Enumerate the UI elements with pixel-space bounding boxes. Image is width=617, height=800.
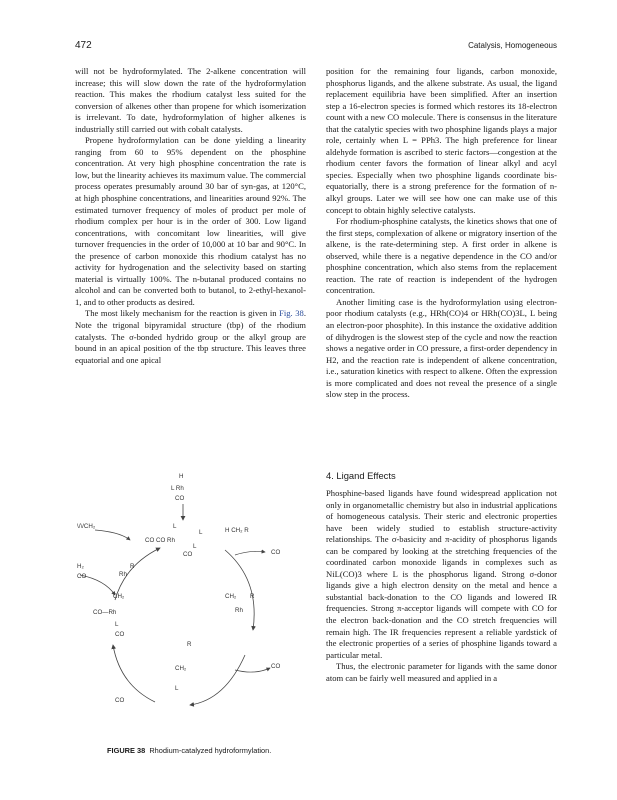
label-co-top: CO <box>175 495 185 502</box>
label-co-rh-left: CO—Rh <box>93 609 117 616</box>
paragraph: position for the remaining four ligands, carbon monoxide, phosphorus ligands, and the alkene substrate. As usual, the ligand replacement equilibria have been simplified. After an insertion step a 16-electron species is formed which restores its 18-electron count with a new CO molecule. There is consensus in the literature that the catalytic species with two phosphine ligands plays a major role, certainly when L = PPh3. The high preference for linear aldehyde formation is ascribed to steric factors—congestion at the rhodium center favors the formation of linear alkyl and acyl species. Especially when two phosphine ligands coordinate bis-equatorially, there is a strong preference for the formation of n-alkyl groups. Later we will see how one can make use of this concept to obtain highly selective catalysts. <box>326 66 557 215</box>
catalytic-cycle-diagram <box>75 473 306 722</box>
reagent-arrow <box>235 551 265 555</box>
label-co-left: CO <box>77 573 87 580</box>
figure-link[interactable]: Fig. 38 <box>279 308 304 319</box>
label-alkene-left: \/\/CH₂ <box>77 523 96 530</box>
label-l-left-a: L <box>193 543 197 550</box>
label-ch2-left: CH₂ <box>113 593 125 600</box>
label-ch2-right: CH₂ <box>225 593 237 600</box>
paragraph: Propene hydroformylation can be done yielding a linearity ranging from 60 to 95% dependent on the phosphine concentration. At very high phosphine concentration the rate is low, but the linearity achieves its maximum value. The commercial process operates presumably around 30 bar of syn-gas, at 120°C, at high phosphine concentrations, and linearities around 92%. The estimated turnover frequency of moles of product per mole of rhodium complex per hour is in the order of 300. Low ligand concentrations, with concomitant low linearities, will give turnover frequencies in the order of 10,000 at 10 bar and 90°C. In the presence of carbon monoxide this rhodium catalyst has no activity for hydrogenation and the selectivity based on starting material is virtually 100%. The n-butanal produced contains no alcohol and can be converted both to butanol, to 2-ethyl-hexanol-1, and to other products as desired. <box>75 135 307 307</box>
label-co-mid: CO <box>115 631 125 638</box>
page-number: 472 <box>75 40 92 51</box>
paragraph: Thus, the electronic parameter for ligands with the same donor atom can be fairly well measured and applied in a <box>326 661 557 683</box>
label-l-side: L <box>173 523 177 530</box>
label-ch2-bottom: CH₂ <box>175 665 187 672</box>
running-title: Catalysis, Homogeneous <box>468 41 557 50</box>
label-l-right-a: L <box>199 529 203 536</box>
label-rh-right: Rh <box>235 607 243 614</box>
paragraph <box>75 308 306 366</box>
right-column <box>326 66 557 401</box>
label-co-under: CO <box>183 551 193 558</box>
section-heading: 4. Ligand Effects <box>326 470 396 481</box>
reagent-arrow <box>95 530 130 540</box>
label-h-top: H <box>179 473 184 480</box>
label-co-bottom-right: CO <box>271 663 281 670</box>
label-h-ch2-r: H CH₂ R <box>225 527 249 534</box>
catalytic-cycle-figure <box>75 473 306 722</box>
label-r-left: R <box>130 563 135 570</box>
paragraph: will not be hydroformylated. The 2-alkene concentration will increase; this will slow down the rate of the hydroformylation reaction. This makes the rhodium catalyst less suited for the conversion of alkenes other than propene for which isomerization is irrelevant. To date, hydroformylation of higher alkenes is industrially still carried out with cobalt catalysts. <box>75 66 306 134</box>
label-l-bottom: L <box>175 685 179 692</box>
label-co-co-rh: CO CO Rh <box>145 537 175 544</box>
figure-caption <box>107 746 271 755</box>
cycle-arrow <box>225 550 254 630</box>
reagent-arrow <box>235 668 270 672</box>
label-co-bottom: CO <box>115 697 125 704</box>
left-column <box>75 66 306 366</box>
paragraph: Another limiting case is the hydroformylation using electron-poor rhodium catalysts (e.g., HRh(CO)4 or HRh(CO)3L, L being an electron-poor phosphite). In this instance the oxidative addition of dihydrogen is the slowest step of the cycle and now the reaction shows a negative order in CO pressure, a first-order dependency in H2, and the reaction rate is independent of alkene concentration, i.e., saturation kinetics with respect to alkene. Often the expression is more complicated and does not reveal the presence of a single slow step in the process. <box>326 296 557 400</box>
paragraph: Phosphine-based ligands have found widespread application not only in organometallic chemistry but also in industrial applications of homogeneous catalysis. Their steric and electronic properties have been widely studied to establish structure-activity relationships. The σ-basicity and π-acidity of phosphorus ligands can be compared by looking at the stretching frequencies of the coordinated carbon monoxide ligands in complexes such as NiL(CO)3 where L is the phosphorus ligand. Strong σ-donor ligands give a high electron density on the metal and hence a substantial back-donation to the CO ligands and lowered IR frequencies. Strong π-acceptor ligands will compete with CO for the electron back-donation and the CO stretch frequencies will remain high. The IR frequencies represent a reliable yardstick of the electronic properties of a series of phosphine ligands toward a particular metal. <box>326 488 557 660</box>
label-l-mid: L <box>115 621 119 628</box>
cycle-arrow <box>113 645 155 702</box>
caption-text: Rhodium-catalyzed hydroformylation. <box>149 746 272 755</box>
label-r-bottom: R <box>187 641 192 648</box>
paragraph-text: The most likely mechanism for the reaction is given in <box>85 308 280 319</box>
label-r-right: R <box>250 593 255 600</box>
label-rh-left: Rh <box>119 571 127 578</box>
cycle-arrow <box>190 655 245 705</box>
label-co-right: CO <box>271 549 281 556</box>
paragraph-text: . Note the trigonal bipyramidal structure (tbp) of the rhodium catalysts. The σ-bonded hydrido group or the alkyl group are bound in an apical position of the tbp structure. This leaves three equatorial and one apical <box>75 308 306 365</box>
section-body <box>326 488 557 684</box>
paragraph: For rhodium-phosphine catalysts, the kinetics shows that one of the first steps, complexation of alkene or migratory insertion of the alkene, is the rate-determining step. A first order in alkene is observed, while there is a negative dependence in the CO and/or phosphine concentration, which also stems from the replacement reaction. The rate of reaction is independent of the hydrogen concentration. <box>326 216 557 296</box>
caption-label: FIGURE 38 <box>107 746 146 755</box>
label-h2-left: H₂ <box>77 563 84 570</box>
label-l-rh-top: L Rh <box>171 485 184 492</box>
